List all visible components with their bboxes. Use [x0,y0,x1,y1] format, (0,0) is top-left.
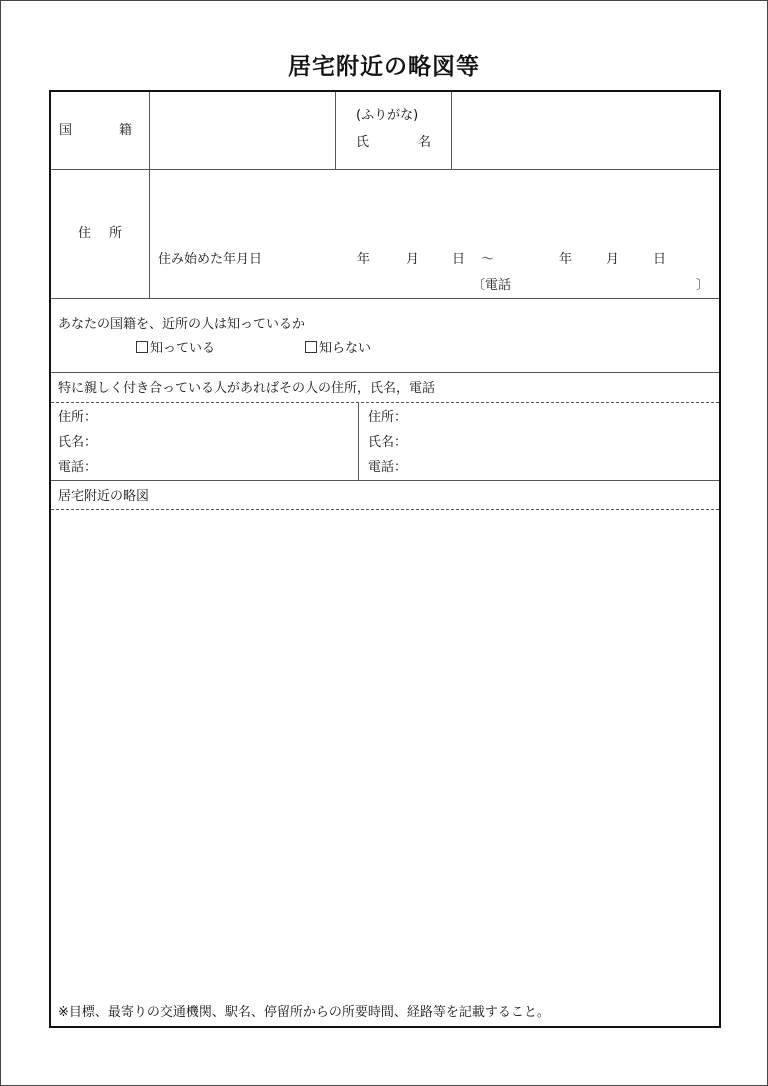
left-friend-phone-label: 電話： [58,460,98,475]
furigana-label: (ふりがな) [356,108,419,123]
left-friend-address-label: 住所： [58,410,98,425]
row-divider [51,372,719,373]
form-table [49,90,721,1028]
name-field[interactable] [452,92,718,169]
phone-field[interactable] [521,276,696,294]
right-friend-phone-label: 電話： [368,460,408,475]
start-date-label: 住み始めた年月日 [158,252,263,267]
end-day-label: 日 [653,252,667,267]
row-divider [51,298,719,299]
right-friend-address-label: 住所： [368,410,408,425]
left-friend-field[interactable] [51,403,358,480]
page-title: 居宅附近の略図等 [288,54,480,80]
row-divider [51,480,719,481]
date-range-tilde: ～ [481,252,495,267]
start-year-label: 年 [357,252,371,267]
option-yes-label: 知っている [150,341,216,356]
left-friend-name-label: 氏名： [58,435,98,450]
address-label-char1: 住 [78,226,92,241]
map-note: ※目標、最寄りの交通機関、駅名、停留所からの所要時間、経路等を記載すること。 [58,1005,550,1020]
name-label-left-divider [335,92,336,169]
nationality-label-char1: 国 [59,123,73,138]
phone-bracket-close: 〕 [696,278,710,293]
right-friend-name-label: 氏名： [368,435,408,450]
nationality-field[interactable] [150,92,334,169]
neighbors-question: あなたの国籍を、近所の人は知っているか [58,317,306,332]
right-friend-field[interactable] [359,403,718,480]
name-label-char2: 名 [418,135,432,150]
start-day-label: 日 [452,252,466,267]
close-friends-heading: 特に親しく付き合っている人があればその人の住所，氏名，電話 [58,381,436,396]
option-yes[interactable] [136,341,215,357]
option-no[interactable] [305,341,371,357]
address-label-char2: 所 [109,226,123,241]
end-month-label: 月 [606,252,620,267]
map-drawing-area[interactable] [51,510,718,990]
nationality-label-char2: 籍 [119,123,133,138]
address-field[interactable] [150,170,718,250]
map-heading: 居宅附近の略図 [58,489,150,504]
phone-label: 〔電話 [472,278,512,293]
name-label-char1: 氏 [356,135,370,150]
checkbox-no[interactable] [305,341,317,353]
start-month-label: 月 [406,252,420,267]
option-no-label: 知らない [319,341,372,356]
end-year-label: 年 [559,252,573,267]
checkbox-yes[interactable] [136,341,148,353]
